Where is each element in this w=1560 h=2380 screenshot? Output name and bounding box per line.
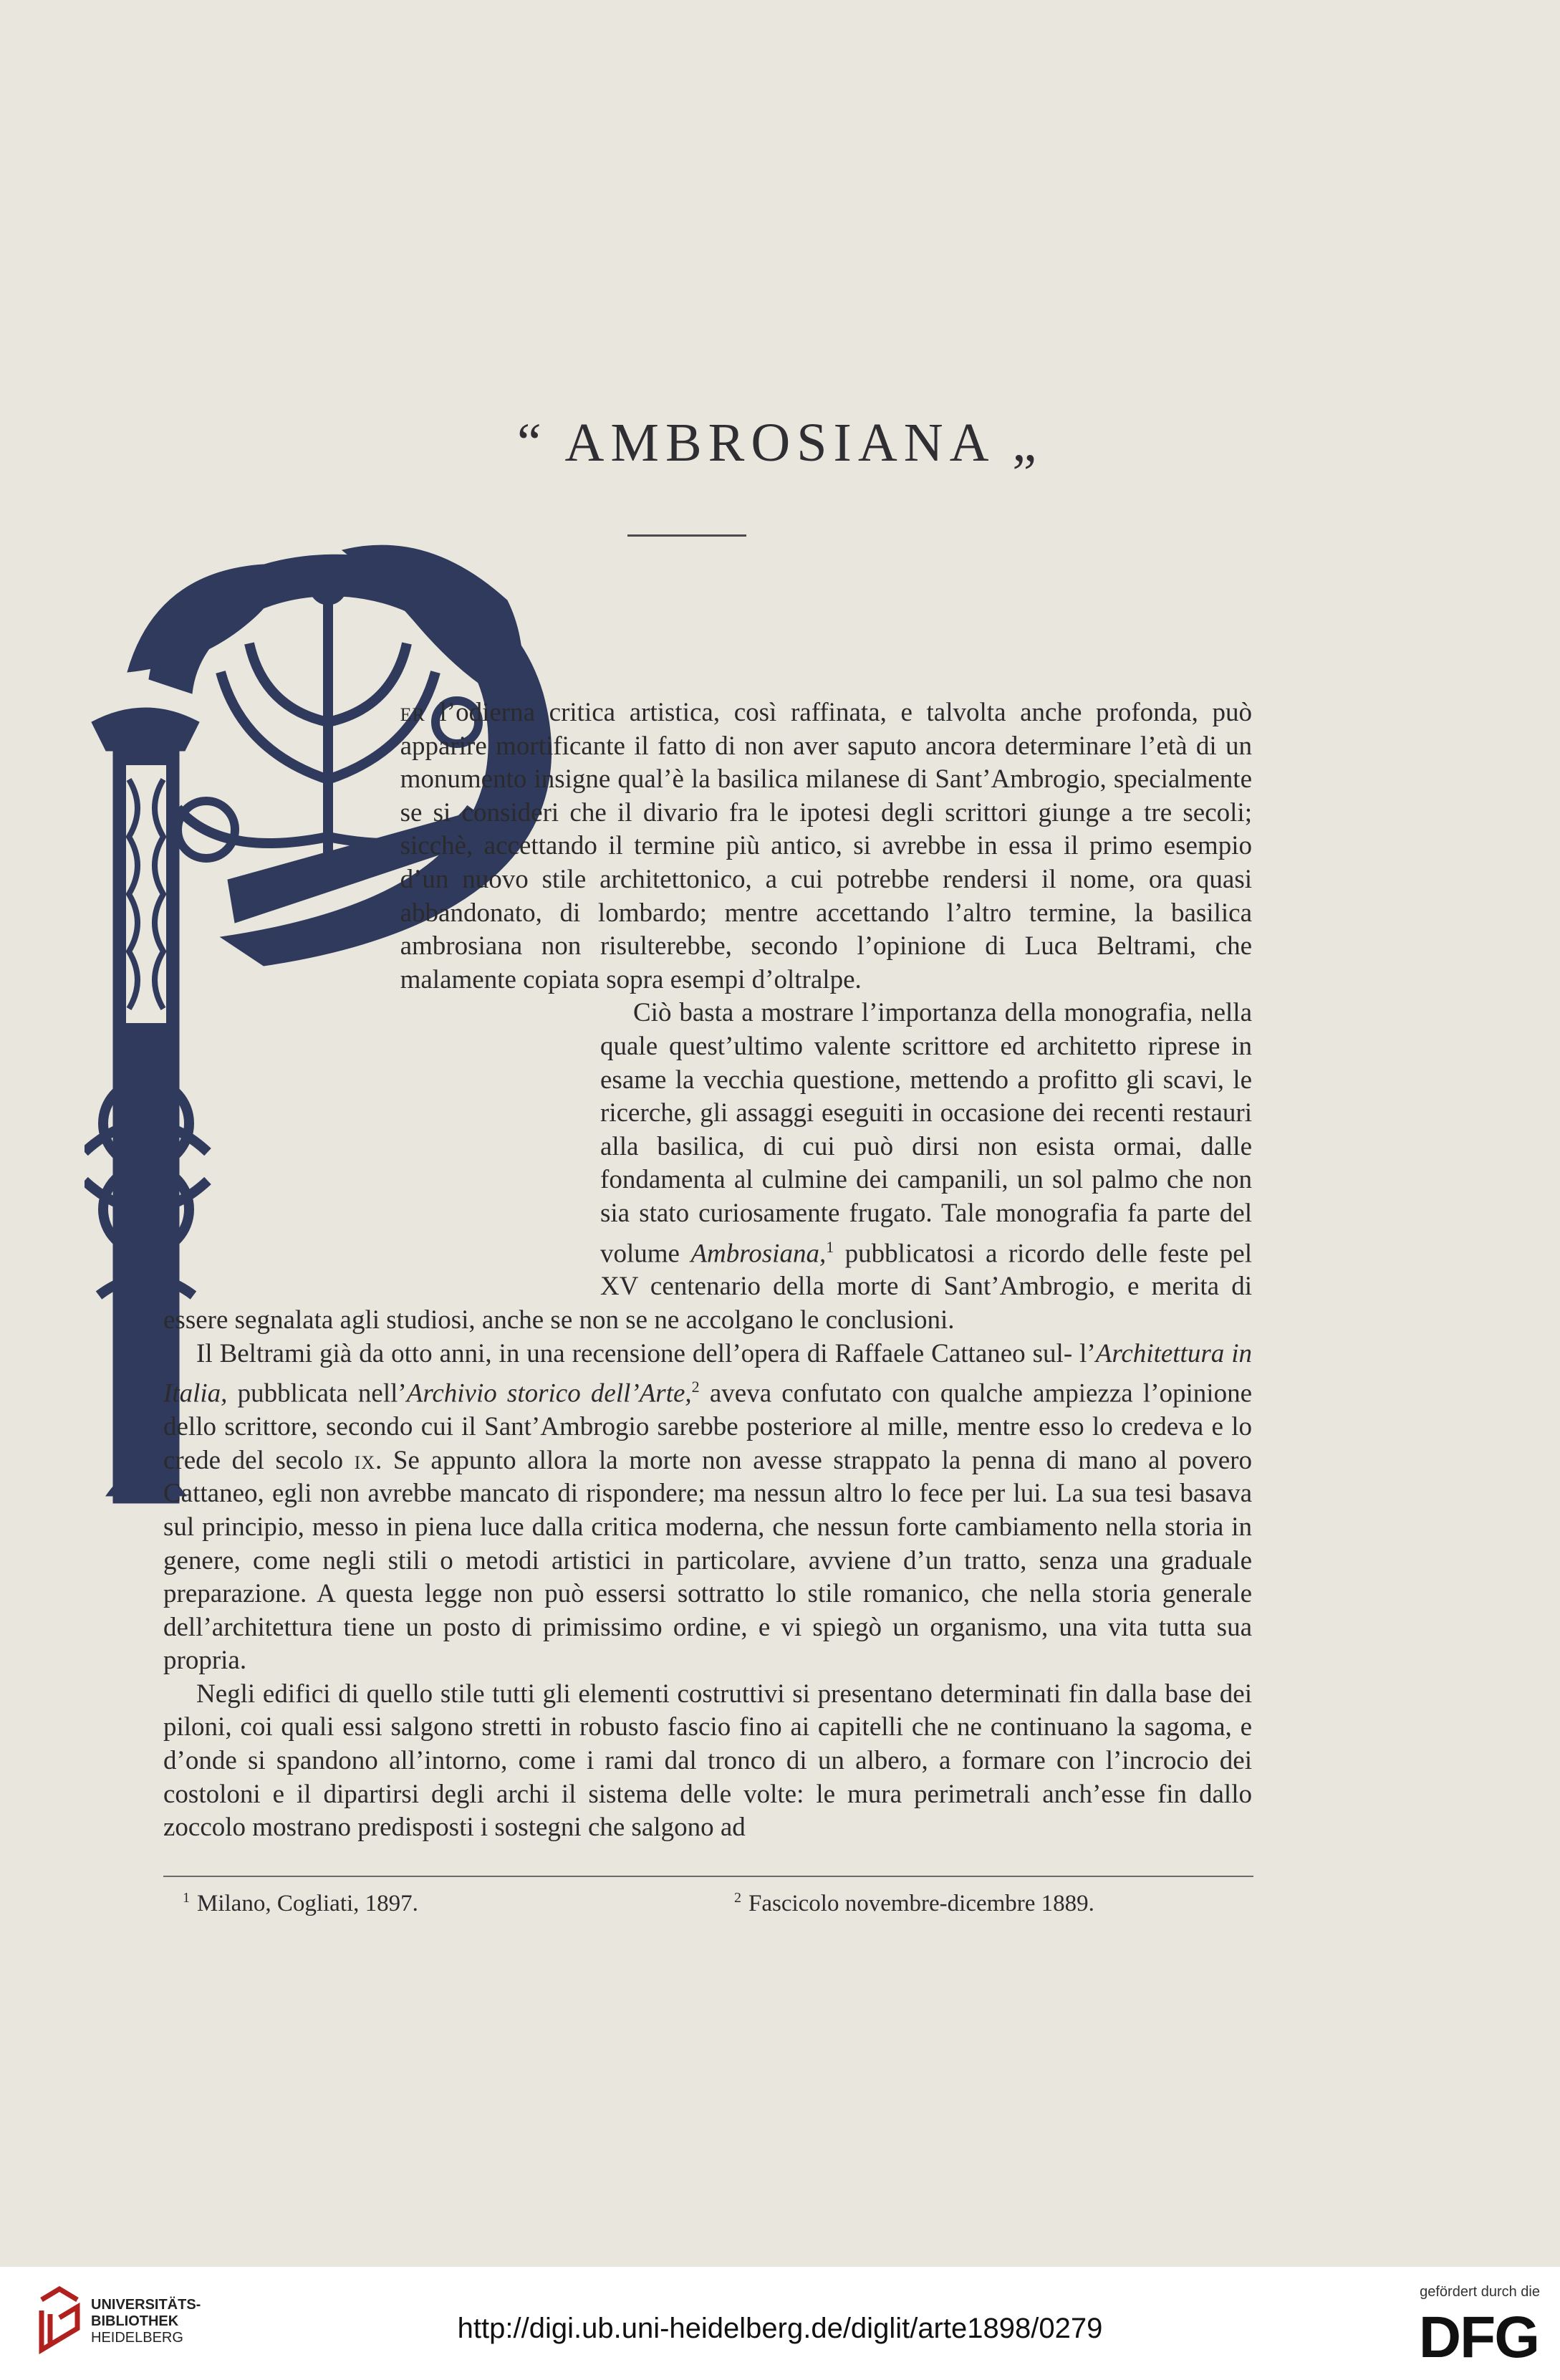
library-name-line-2: BIBLIOTHEK [91,2313,179,2329]
article-title: “ AMBROSIANA „ [516,413,1044,473]
footnote-1-mark: 1 [183,1890,190,1906]
footnote-ref-2: 2 [691,1378,700,1396]
dfg-logo[interactable]: DFG [1418,2305,1539,2370]
footnote-2 [734,1890,1094,1917]
paragraph-3-italic-b: Archivio storico dell’Arte, [406,1378,692,1409]
paragraph-3 [163,1338,1252,1678]
paragraph-4 [163,1678,1252,1845]
footnote-2-text: Fascicolo novembre-dicembre 1889. [748,1891,1094,1916]
paragraph-3-italic-a: Architettura in Italia, [163,1338,1252,1409]
paragraph-3-smallcaps: ix [354,1445,375,1475]
article-body [163,696,1252,1845]
paragraph-1-text: l’odierna critica artistica, così raffinata, e talvolta anche profonda, può apparire mortificante il fatto di non aver saputo ancora determinare l’età di un monumento insigne qual’è la basilica milanese di Sant’Ambrogio, specialmente se si consideri che il divario fra le ipotesi degli scrittori giunge a tre secoli; sicchè, accettando il termine più antico, si avrebbe in essa il primo esempio d’un nuovo stile architettonico, a cui potrebbe rendersi il nome, ora quasi abbandonato, di lombardo; mentre accettando l’altro termine, la basilica ambrosiana non risulterebbe, secondo l’opinione di Luca Beltrami, che malamente copiata sopra esempi d’oltralpe. [400,698,1252,994]
permalink-url[interactable]: http://digi.ub.uni-heidelberg.de/diglit/arte1898/0279 [457,2313,1103,2344]
initial-letter-text [85,507,91,510]
paragraph-3-text-c: aveva confutato con qualche ampiezza l’opinione dello scrittore, secondo cui il Sant’Ambrogio sarebbe posteriore al mille, mentre esso lo credeva e lo crede del secolo [163,1378,1253,1475]
paragraph-2-text-b: pubblicatosi a ricordo delle feste pel XV centenario della morte di Sant’Ambrogio, e merita di essere segnalata agli studiosi, anche se non se ne accolgano le conclusioni. [163,1238,1252,1335]
paragraph-3-text-d: . Se appunto allora la morte non avesse strappato la penna di mano al povero Cattaneo, egli non avrebbe mancato di rispondere; ma nessun altro lo fece per lui. La sua tesi basava sul principio, messo in piena luce dalla critica moderna, che nessun forte cambiamento nella storia in genere, come negli stili o metodi artistici in particolare, avviene d’un tratto, senza una graduale preparazione. A questa legge non può essersi sottratto lo stile romanico, che nella storia generale dell’architettura tiene un posto di primissimo ordine, e vi spiegò un organismo, una vita tutta sua propria. [163,1445,1252,1676]
library-name-line-1: UNIVERSITÄTS- [91,2297,201,2313]
footnote-2-mark: 2 [734,1890,741,1906]
paragraph-2-text-a: Ciò basta a mostrare l’importanza della monografia, nella quale quest’ultimo valente scrittore ed architetto riprese in esame la vecchia questione, mettendo a profitto gli scavi, le ricerche, gli assaggi eseguiti in occasione dei recenti restauri alla basilica, di cui può dirsi non esista ormai, dalle fondamenta al culmine dei campanili, un sol palmo che non sia stato curiosamente frugato. Tale monografia fa parte del volume [600,998,1252,1268]
paragraph-4-text: Negli edifici di quello stile tutti gli elementi costruttivi si presentano determinati fin dalla base dei piloni, coi quali essi salgono stretti in robusto fascio fino ai capitelli che ne continuano la sagoma, e d’onde si spandono all’intorno, come i rami dal tronco di un albero, a formare con l’incrocio dei costoloni e il dipartirsi degli archi il sistema delle volte: le mura perimetrali anch’esse fin dallo zoccolo mostrano predisposti i sostegni che salgono ad [163,1679,1252,1843]
paragraph-3-text-a: Il Beltrami già da otto anni, in una recensione dell’opera di Raffaele Cattaneo sul- [196,1338,1073,1368]
paragraph-3-text-b: pubblicata nell’ [227,1378,407,1409]
title-divider [627,534,746,537]
footnote-divider [163,1876,1253,1877]
funding-label: gefördert durch die [1420,2284,1540,2300]
footnote-1 [183,1890,418,1917]
library-name-line-3: HEIDELBERG [91,2330,183,2346]
footnote-ref-1: 1 [826,1237,834,1256]
paragraph-2 [163,997,1252,1337]
footnote-1-text: Milano, Cogliati, 1897. [197,1891,418,1916]
paragraph-3-text-a2: l’ [1079,1338,1096,1368]
paragraph-1-lead: er [400,698,425,727]
paragraph-2-italic: Ambrosiana, [690,1238,827,1268]
